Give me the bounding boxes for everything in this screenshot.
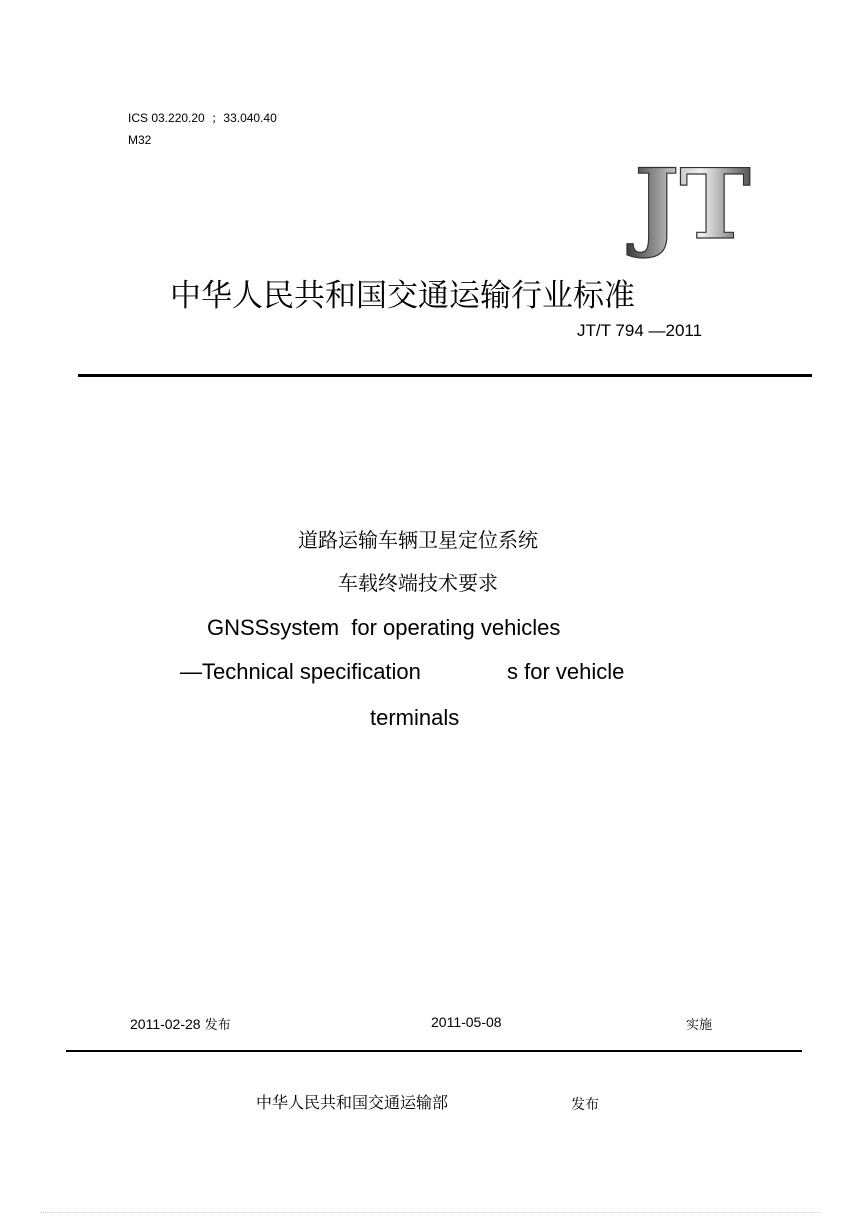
classification-code: M32: [128, 133, 152, 147]
implement-date: 2011-05-08: [431, 1014, 502, 1030]
document-title-en-line3: terminals: [370, 705, 460, 730]
top-divider: [78, 374, 812, 377]
document-title-cn-line1: 道路运输车辆卫星定位系统: [298, 528, 538, 552]
publisher: 中华人民共和国交通运输部: [256, 1093, 449, 1112]
svg-text:JT: JT: [634, 148, 751, 261]
standard-code: JT/T 794 —2011: [577, 321, 703, 340]
document-title-en-line1: GNSSsystem for operating vehicles: [207, 615, 561, 640]
page-edge-dots: [40, 1212, 820, 1214]
bottom-divider: [66, 1050, 802, 1052]
implement-label: 实施: [686, 1018, 713, 1033]
issue-label: 发布: [204, 1018, 231, 1033]
issue-date: [130, 1014, 231, 1033]
document-title-en-line2b: s for vehicle: [507, 659, 625, 684]
document-title-cn-line2: 车载终端技术要求: [338, 571, 498, 595]
publish-label: 发布: [571, 1097, 599, 1113]
document-title-en-line2a: —Technical specification: [180, 659, 421, 684]
standard-title: 中华人民共和国交通运输行业标准: [170, 278, 635, 314]
ics-code: ICS 03.220.20 ；33.040.40: [128, 111, 277, 125]
jt-logo: [632, 148, 751, 261]
issue-date-value: 2011-02-28: [130, 1016, 201, 1032]
